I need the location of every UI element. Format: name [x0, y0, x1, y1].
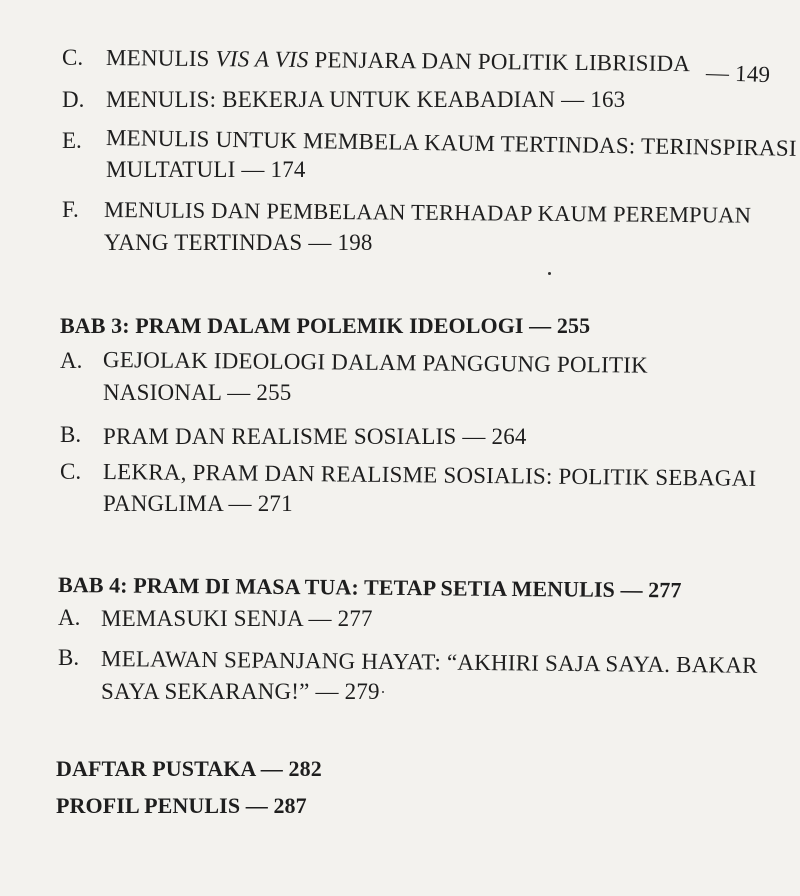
entry-text: PENJARA DAN POLITIK LIBRISIDA	[308, 47, 691, 77]
toc-entry-e-line2	[106, 156, 306, 184]
item-letter: B.	[60, 422, 82, 447]
chapter-heading-bab3[interactable]: BAB 3: PRAM DALAM POLEMIK IDEOLOGI — 255	[60, 313, 591, 338]
item-letter: C.	[60, 459, 82, 484]
entry-text: MENULIS	[105, 45, 216, 72]
entry-text: NASIONAL — 255	[103, 380, 292, 405]
toc-daftar-pustaka[interactable]: DAFTAR PUSTAKA — 282	[56, 756, 322, 781]
entry-text: MELAWAN SEPANJANG HAYAT: “AKHIRI SAJA SAYA. BAKAR	[100, 646, 758, 678]
item-letter: C.	[62, 45, 84, 70]
toc-entry-bab3-c[interactable]	[103, 458, 757, 493]
entry-text: LEKRA, PRAM DAN REALISME SOSIALIS: POLITIK SEBAGAI	[102, 459, 757, 491]
entry-text-italic: VIS A VIS	[215, 46, 309, 73]
toc-entry-bab3-b[interactable]	[103, 423, 527, 451]
item-letter: A.	[60, 348, 83, 373]
toc-entry-f[interactable]	[104, 196, 751, 230]
toc-entry-d[interactable]	[106, 86, 625, 114]
toc-entry-bab3-c-line2	[103, 490, 293, 518]
entry-text: PRAM DAN REALISME SOSIALIS — 264	[103, 424, 527, 449]
entry-text: MULTATULI — 174	[106, 157, 306, 182]
toc-entry-c[interactable]	[106, 44, 690, 78]
item-letter: E.	[62, 128, 82, 153]
entry-text: MENULIS UNTUK MEMBELA KAUM TERTINDAS: TERINSPIRASI	[105, 125, 797, 161]
entry-text: MENULIS DAN PEMBELAAN TERHADAP KAUM PEREMPUAN	[103, 197, 752, 228]
entry-text: PANGLIMA — 271	[103, 491, 293, 516]
toc-entry-bab3-a-line2	[103, 379, 292, 407]
entry-text: MENULIS: BEKERJA UNTUK KEABADIAN — 163	[106, 87, 626, 112]
item-letter: B.	[58, 645, 80, 670]
toc-entry-bab4-b-line2	[101, 678, 380, 706]
print-speck	[382, 691, 384, 693]
toc-profil-penulis[interactable]: PROFIL PENULIS — 287	[56, 793, 307, 818]
entry-text: MEMASUKI SENJA — 277	[101, 606, 373, 631]
item-letter: D.	[62, 87, 85, 112]
page-number: — 149	[705, 59, 771, 88]
entry-text: SAYA SEKARANG!” — 279	[101, 679, 380, 704]
entry-text: GEJOLAK IDEOLOGI DALAM PANGGUNG POLITIK	[102, 347, 648, 378]
toc-entry-bab3-a[interactable]	[103, 346, 648, 380]
toc-entry-f-line2	[104, 229, 373, 257]
entry-text: YANG TERTINDAS — 198	[104, 230, 373, 255]
toc-entry-bab4-b[interactable]	[101, 645, 758, 680]
toc-entry-bab4-a[interactable]	[101, 605, 373, 633]
item-letter: F.	[62, 197, 79, 222]
item-letter: A.	[58, 605, 81, 630]
chapter-heading-bab4[interactable]: BAB 4: PRAM DI MASA TUA: TETAP SETIA MENULIS — 277	[57, 572, 682, 603]
print-speck	[548, 272, 551, 275]
